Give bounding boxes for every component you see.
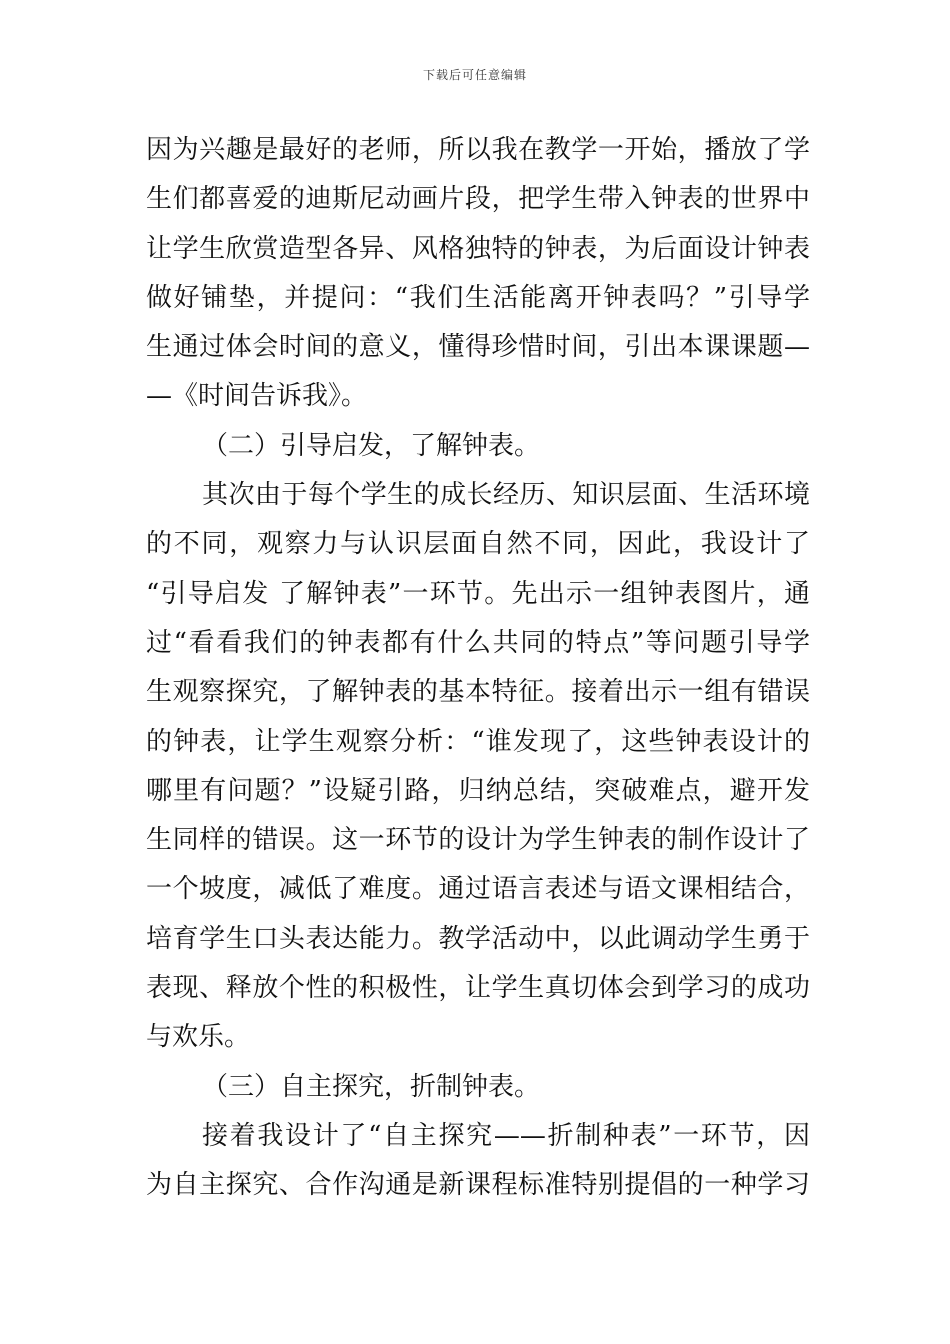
text-line: 过“看看我们的钟表都有什么共同的特点”等问题引导学 xyxy=(146,627,810,658)
page-header-note: 下载后可任意编辑 xyxy=(422,68,527,82)
text-line: 做好铺垫，并提问：“我们生活能离开钟表吗？”引导学 xyxy=(146,282,810,313)
text-line: 因为兴趣是最好的老师，所以我在教学一开始，播放了学 xyxy=(146,135,810,165)
text-line: 接着我设计了“自主探究——折制种表”一环节，因 xyxy=(202,1120,810,1151)
text-line: 生通过体会时间的意义，懂得珍惜时间，引出本课课题— xyxy=(146,332,810,363)
text-line: 的不同，观察力与认识层面自然不同，因此，我设计了 xyxy=(146,529,810,560)
text-line: 生同样的错误。这一环节的设计为学生钟表的制作设计了 xyxy=(146,825,810,856)
text-line: 表现、释放个性的积极性，让学生真切体会到学习的成功 xyxy=(146,973,810,1004)
text-line: （二）引导启发，了解钟表。 xyxy=(202,430,541,461)
text-line: “引导启发 了解钟表”一环节。先出示一组钟表图片，通 xyxy=(146,578,810,609)
text-line: 与欢乐。 xyxy=(146,1022,251,1053)
text-line: 哪里有问题？”设疑引路，归纳总结，突破难点，避开发 xyxy=(146,775,810,806)
text-line: 让学生欣赏造型各异、风格独特的钟表，为后面设计钟表 xyxy=(146,233,810,264)
text-line: 生观察探究，了解钟表的基本特征。接着出示一组有错误 xyxy=(146,677,810,708)
text-line: （三）自主探究，折制钟表。 xyxy=(202,1071,541,1102)
text-line: —《时间告诉我》。 xyxy=(146,381,368,412)
text-line: 其次由于每个学生的成长经历、知识层面、生活环境 xyxy=(202,480,810,511)
text-line: 培育学生口头表达能力。教学活动中，以此调动学生勇于 xyxy=(146,923,810,954)
text-line: 生们都喜爱的迪斯尼动画片段，把学生带入钟表的世界中 xyxy=(146,184,810,215)
text-line: 为自主探究、合作沟通是新课程标准特别提倡的一种学习 xyxy=(146,1170,810,1201)
text-line: 的钟表，让学生观察分析：“谁发现了，这些钟表设计的 xyxy=(146,726,810,757)
text-line: 一个坡度，减低了难度。通过语言表述与语文课相结合， xyxy=(146,874,810,905)
document-body xyxy=(146,126,810,1211)
